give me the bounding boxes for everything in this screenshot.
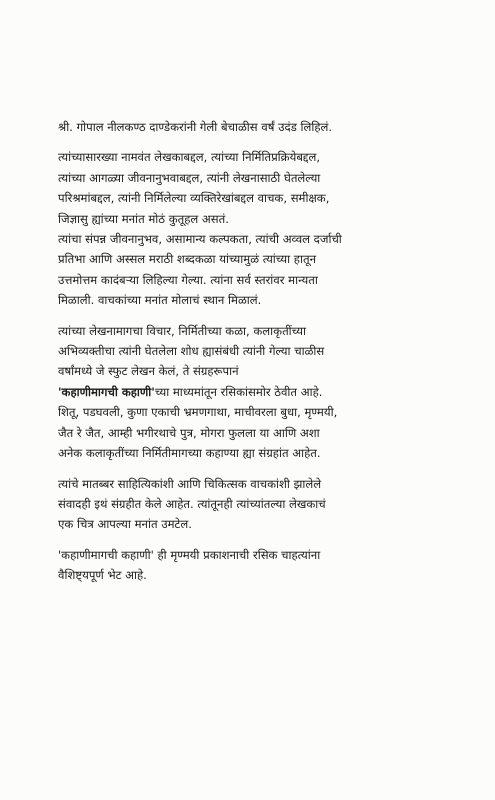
paragraph-collection — [58, 321, 463, 464]
text-line: वैशिष्ट्यपूर्ण भेट आहे. — [58, 568, 147, 583]
paragraph-intro — [58, 117, 463, 137]
text-line: वर्षांमध्ये जे स्फुट लेखन केलं, ते संग्रहरूपानं — [58, 364, 239, 379]
text-line: अनेक कलाकृतींच्या निर्मितीमागच्या कहाण्या ह्या संग्रहांत आहेत. — [58, 446, 321, 461]
text-line: शितू, पडघवली, कुणा एकाची भ्रमणगाथा, माचीवरला बुधा, मृण्मयी, — [58, 405, 338, 420]
text-line: त्यांच्या लेखनामागचा विचार, निर्मितीच्या कळा, कलाकृतींच्या — [58, 323, 306, 338]
text-line: 'कहाणीमागची कहाणी' ही मृण्मयी प्रकाशनाची रसिक चाहत्यांना — [58, 547, 321, 562]
paragraph-curiosity — [58, 147, 463, 229]
text-line: मिळाली. वाचकांच्या मनांत मोलाचं स्थान मिळालं. — [58, 293, 262, 308]
blurb-text — [58, 117, 463, 596]
text-line: प्रतिभा आणि अस्सल मराठी शब्दकळा यांच्यामुळं त्यांच्या हातून — [58, 252, 317, 267]
book-title-emphasis: 'कहाणीमागची कहाणी' — [58, 384, 155, 399]
text-line: संवादही इथं संग्रहीत केले आहेत. त्यांतूनही त्यांच्यांतल्या लेखकाचं — [58, 496, 326, 511]
text-line: परिश्रमांबद्दल, त्यांनी निर्मिलेल्या व्यक्तिरेखांबद्दल वाचक, समीक्षक, — [58, 191, 330, 206]
text-line: त्यांचे मातब्बर साहित्यिकांशी आणि चिकित्सक वाचकांशी झालेले — [58, 476, 322, 491]
text-fragment: च्या माध्यमांतून रसिकांसमोर ठेवीत आहे. — [154, 384, 323, 399]
text-line: त्यांचा संपन्न जीवनानुभव, असामान्य कल्पकता, त्यांची अव्वल दर्जाची — [58, 232, 342, 247]
text-line: अभिव्यक्तीचा त्यांनी घेतलेला शोध ह्यासंबंधी त्यांनी गेल्या चाळीस — [58, 344, 325, 359]
paragraph-dialogues — [58, 474, 463, 535]
text-line: त्यांच्या आगळ्या जीवनानुभवाबद्दल, त्यांनी लेखनासाठी घेतलेल्या — [58, 170, 321, 185]
text-line: एक चित्र आपल्या मनांत उमटेल. — [58, 517, 192, 532]
text-line-with-title — [58, 382, 463, 402]
text-line: त्यांच्यासारख्या नामवंत लेखकाबद्दल, त्यांच्या निर्मितिप्रक्रियेबद्दल, — [58, 150, 321, 165]
paragraph-experience — [58, 229, 463, 311]
paragraph-closing — [58, 545, 463, 586]
text-line: श्री. गोपाल नीलकण्ठ दाण्डेकरांनी गेली बेचाळीस वर्षं उदंड लिहिलं. — [58, 120, 333, 134]
text-line: उत्तमोत्तम कादंबऱ्या लिहिल्या गेल्या. त्यांना सर्व स्तरांवर मान्यता — [58, 272, 318, 287]
text-line: जैत रे जैत, आम्ही भगीरथाचे पुत्र, मोगरा फुलला या आणि अशा — [58, 425, 320, 440]
text-line: जिज्ञासु ह्यांच्या मनांत मोठं कुतूहल असतं. — [58, 211, 229, 226]
